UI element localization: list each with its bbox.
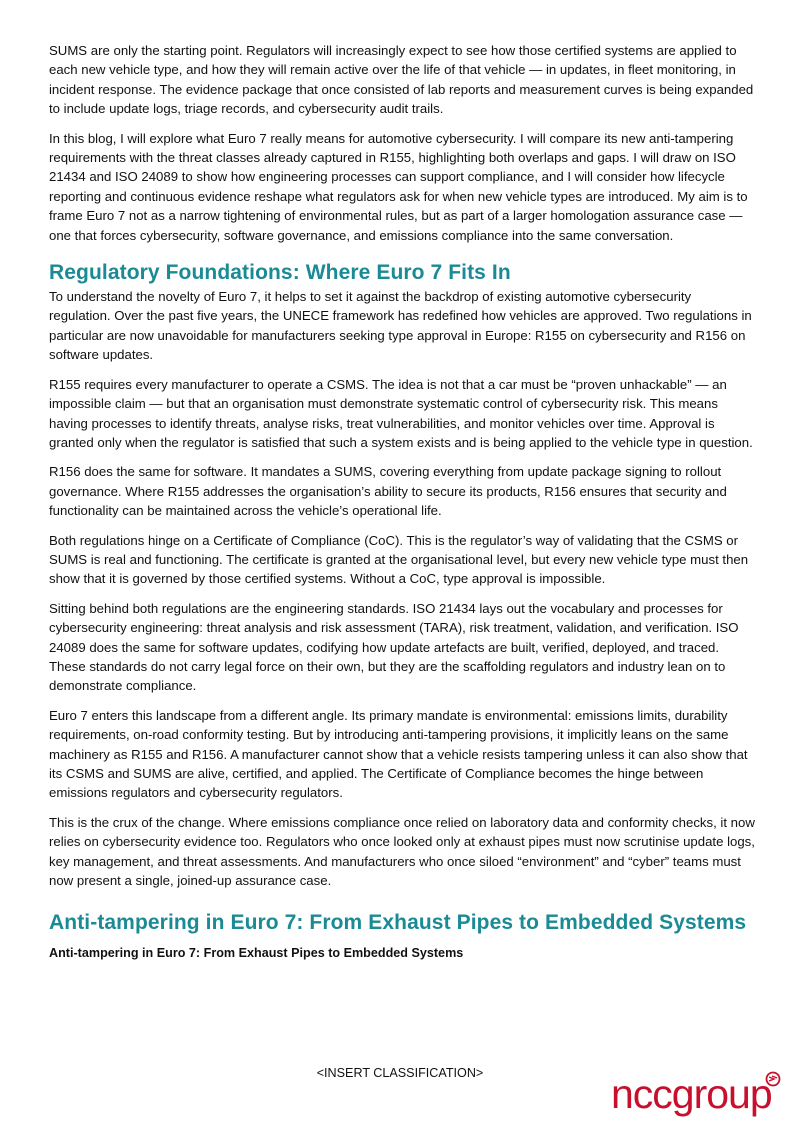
paragraph: In this blog, I will explore what Euro 7 really means for automotive cybersecurity. I will compare its new anti-tampering requirements with the threat classes already captured in R155, highlighting both overlaps and gaps. I will draw on ISO 21434 and ISO 24089 to show how engineering processes can support compliance, and I will consider how lifecycle reporting and continuous evidence reshape what regulators ask for when new vehicle types are introduced. My aim is to frame Euro 7 not as a narrow tightening of environmental rules, but as part of a larger homologation assurance case — one that forces cybersecurity, software governance, and emissions compliance into the same conversation. [49,130,748,243]
paragraph: To understand the novelty of Euro 7, it helps to set it against the backdrop of existing automotive cybersecurity regulation. Over the past five years, the UNECE framework has redefined how vehicles are approved. Two regulations in particular are now unavoidable for manufacturers seeking type approval in Europe: R155 on cybersecurity and R156 on software updates. [49,289,752,363]
paragraph: SUMS are only the starting point. Regulators will increasingly expect to see how those certified systems are applied to each new vehicle type, and how they will remain active over the life of that vehicle — in updates, in fleet monitoring, in incident response. The evidence package that once consisted of lab reports and measurement curves is being expanded to include update logs, triage records, and cybersecurity audit trails. [49,43,754,117]
nccgroup-logo-graphic [611,1068,783,1122]
logo-wordmark: nccgroup [611,1071,772,1117]
paragraph: R155 requires every manufacturer to operate a CSMS. The idea is not that a car must be “proven unhackable” — an impossible claim — but that an organisation must demonstrate systematic control of cybersecurity risk. This means having processes to identify threats, analyse risks, treat vulnerabilities, and monitor vehicles over time. Approval is granted only when the regulator is satisfied that such a system exists and is being applied to the vehicle type in question. [49,376,753,450]
document-body [49,41,755,974]
paragraph: Sitting behind both regulations are the engineering standards. ISO 21434 lays out the vocabulary and processes for cybersecurity engineering: threat analysis and risk assessment (TARA), risk treatment, validation, and verification. ISO 24089 does the same for software updates, codifying how update artefacts are built, verified, deployed, and traced. These standards do not carry legal force on their own, but they are the scaffolding regulators and industry lean on to demonstrate compliance. [49,600,739,694]
paragraph: R156 does the same for software. It mandates a SUMS, covering everything from update package signing to rollout governance. Where R155 addresses the organisation’s ability to secure its products, R156 ensures that security and functionality can be maintained across the vehicle’s operational life. [49,464,727,519]
nccgroup-logo [611,1068,783,1122]
paragraph: Euro 7 enters this landscape from a different angle. Its primary mandate is environmental: emissions limits, durability requirements, on-road conformity testing. But by introducing anti-tampering provisions, it implicitly leans on the same machinery as R155 and R156. A manufacturer cannot show that a vehicle resists tampering unless it can also show that its CSMS and SUMS are alive, certified, and applied. The Certificate of Compliance becomes the hinge between emissions regulators and cybersecurity regulators. [49,707,748,801]
classification-label: <INSERT CLASSIFICATION> [316,1066,484,1080]
paragraph: This is the crux of the change. Where emissions compliance once relied on laboratory data and conformity checks, it now relies on cybersecurity evidence too. Regulators who once looked only at exhaust pipes must now scrutinise update logs, key management, and threat assessments. And manufacturers who once siloed “environment” and “cyber” teams must now present a single, joined-up assurance case. [49,814,755,889]
paragraph: Both regulations hinge on a Certificate of Compliance (CoC). This is the regulator’s way of validating that the CSMS or SUMS is real and functioning. The certificate is granted at the organisational level, but every new vehicle type must then show that it is governed by those certified systems. Without a CoC, type approval is impossible. [49,532,749,587]
section-heading: Regulatory Foundations: Where Euro 7 Fits In [49,261,511,285]
section-heading: Anti-tampering in Euro 7: From Exhaust Pipes to Embedded Systems [49,911,747,935]
subheading: Anti-tampering in Euro 7: From Exhaust Pipes to Embedded Systems [49,946,464,961]
